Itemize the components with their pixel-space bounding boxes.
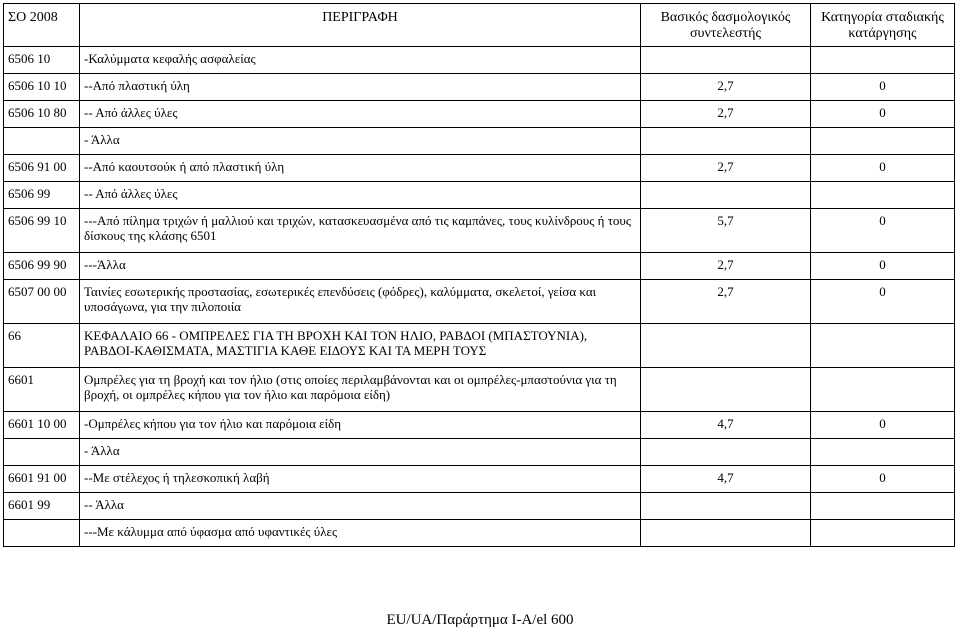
row-category: 0 [811, 74, 955, 101]
row-code: 6506 91 00 [4, 155, 80, 182]
row-description: ---Με κάλυμμα από ύφασμα από υφαντικές ύλες [80, 520, 641, 547]
row-rate: 5,7 [641, 209, 811, 253]
row-category [811, 128, 955, 155]
row-category: 0 [811, 466, 955, 493]
row-description: -- Από άλλες ύλες [80, 101, 641, 128]
row-category [811, 324, 955, 368]
table-row [4, 253, 955, 280]
row-category [811, 182, 955, 209]
table-row [4, 412, 955, 439]
row-code: 6506 99 [4, 182, 80, 209]
row-code: 6506 99 10 [4, 209, 80, 253]
row-code: 6506 10 80 [4, 101, 80, 128]
table-row [4, 209, 955, 253]
row-rate [641, 128, 811, 155]
footer-reference: EU/UA/Παράρτημα I-A/el 600 [386, 612, 574, 628]
row-description: Ομπρέλες για τη βροχή και τον ήλιο (στις οποίες περιλαμβάνονται και οι ομπρέλες-μπαστούνια για τη βροχή, οι ομπρέλες κήπου για τον ήλιο και παρόμοια είδη) [80, 368, 641, 412]
row-code: 6506 99 90 [4, 253, 80, 280]
table-row [4, 520, 955, 547]
row-category [811, 439, 955, 466]
row-rate: 2,7 [641, 155, 811, 182]
row-description: --Με στέλεχος ή τηλεσκοπική λαβή [80, 466, 641, 493]
row-code: 6507 00 00 [4, 280, 80, 324]
row-description: ---Άλλα [80, 253, 641, 280]
row-rate [641, 439, 811, 466]
row-description: --Από πλαστική ύλη [80, 74, 641, 101]
header-base-rate: Βασικός δασμολογικός συντελεστής [641, 4, 811, 47]
row-description: ---Από πίλημα τριχών ή μαλλιού και τριχών, κατασκευασμένα από τις καμπάνες, τους κυλίνδρους ή τους δίσκους της κλάσης 6501 [80, 209, 641, 253]
header-description: ΠΕΡΙΓΡΑΦΗ [80, 4, 641, 47]
table-row [4, 74, 955, 101]
table-row [4, 324, 955, 368]
row-code: 6506 10 10 [4, 74, 80, 101]
row-rate: 4,7 [641, 466, 811, 493]
row-rate: 4,7 [641, 412, 811, 439]
row-description: -Καλύμματα κεφαλής ασφαλείας [80, 47, 641, 74]
row-category: 0 [811, 253, 955, 280]
table-row [4, 439, 955, 466]
row-category [811, 368, 955, 412]
tariff-table [3, 3, 955, 547]
table-row [4, 493, 955, 520]
table-row [4, 128, 955, 155]
row-category: 0 [811, 209, 955, 253]
row-description: -Ομπρέλες κήπου για τον ήλιο και παρόμοια είδη [80, 412, 641, 439]
row-code: 6601 10 00 [4, 412, 80, 439]
row-rate [641, 493, 811, 520]
row-code: 6601 91 00 [4, 466, 80, 493]
row-rate: 2,7 [641, 74, 811, 101]
row-rate [641, 182, 811, 209]
row-description: --Από καουτσούκ ή από πλαστική ύλη [80, 155, 641, 182]
row-rate: 2,7 [641, 253, 811, 280]
row-category: 0 [811, 155, 955, 182]
row-description: - Άλλα [80, 439, 641, 466]
table-row [4, 182, 955, 209]
table-row [4, 47, 955, 74]
header-code: ΣΟ 2008 [4, 4, 80, 47]
header-row [4, 4, 955, 47]
row-code [4, 128, 80, 155]
row-rate [641, 520, 811, 547]
row-rate: 2,7 [641, 101, 811, 128]
row-rate [641, 368, 811, 412]
table-row [4, 466, 955, 493]
row-rate: 2,7 [641, 280, 811, 324]
row-code: 6601 99 [4, 493, 80, 520]
table-row [4, 368, 955, 412]
table-row [4, 155, 955, 182]
row-category: 0 [811, 412, 955, 439]
row-category [811, 493, 955, 520]
row-description: - Άλλα [80, 128, 641, 155]
row-description: -- Άλλα [80, 493, 641, 520]
row-description: ΚΕΦΑΛΑΙΟ 66 - ΟΜΠΡΕΛΕΣ ΓΙΑ ΤΗ ΒΡΟΧΗ ΚΑΙ ΤΟΝ ΗΛΙΟ, ΡΑΒΔΟΙ (ΜΠΑΣΤΟΥΝΙΑ), ΡΑΒΔΟΙ-ΚΑΘΙΣΜΑΤΑ, ΜΑΣΤΙΓΙΑ ΚΑΘΕ ΕΙΔΟΥΣ ΚΑΙ ΤΑ ΜΕΡΗ ΤΟΥΣ [80, 324, 641, 368]
row-description: -- Από άλλες ύλες [80, 182, 641, 209]
row-code: 6601 [4, 368, 80, 412]
table-row [4, 101, 955, 128]
row-description: Ταινίες εσωτερικής προστασίας, εσωτερικές επενδύσεις (φόδρες), καλύμματα, σκελετοί, γείσα και υποσάγωνα, για την πιλοποιία [80, 280, 641, 324]
row-code: 66 [4, 324, 80, 368]
row-category: 0 [811, 280, 955, 324]
row-rate [641, 47, 811, 74]
row-category [811, 520, 955, 547]
row-rate [641, 324, 811, 368]
row-code: 6506 10 [4, 47, 80, 74]
row-code [4, 439, 80, 466]
header-category: Κατηγορία σταδιακής κατάργησης [811, 4, 955, 47]
table-row [4, 280, 955, 324]
row-category: 0 [811, 101, 955, 128]
row-category [811, 47, 955, 74]
row-code [4, 520, 80, 547]
